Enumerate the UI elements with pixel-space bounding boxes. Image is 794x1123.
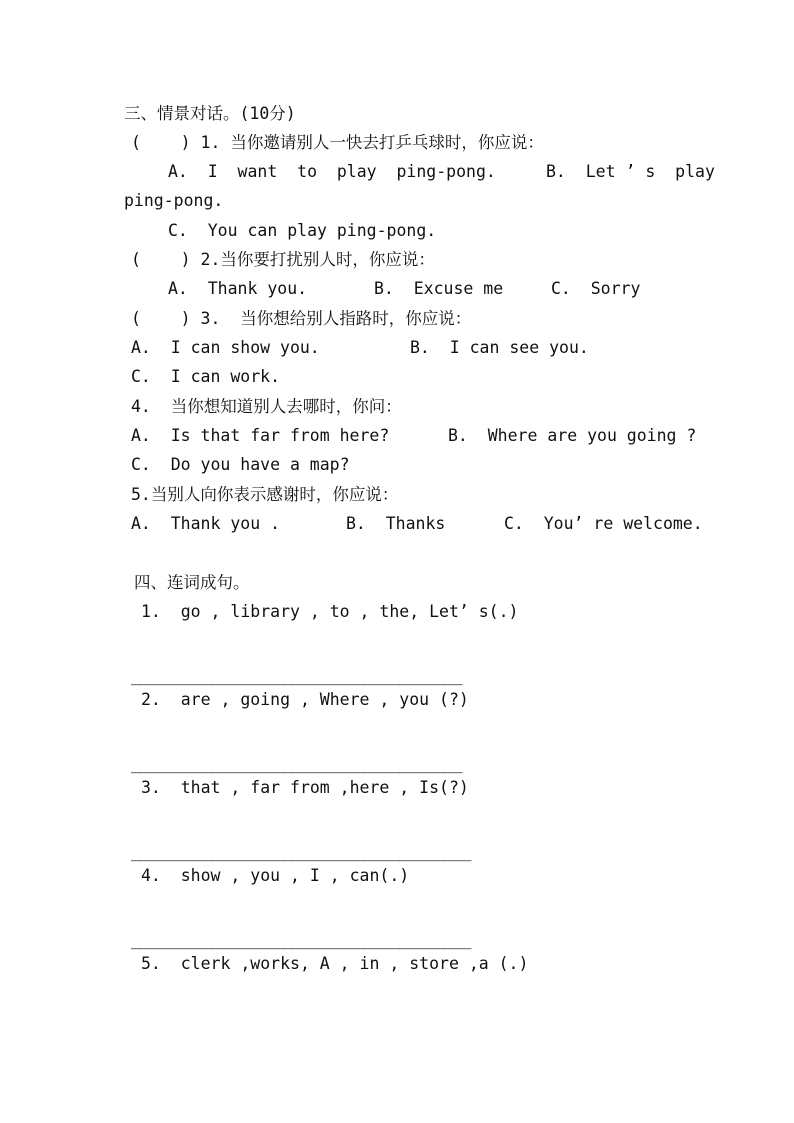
- question-4-stem: 4. 当你想知道别人去哪时，你问：: [131, 397, 402, 416]
- section-4-title: 四、连词成句。: [134, 573, 250, 592]
- sentence-item-2: 2. are , going , Where , you (?): [141, 690, 469, 709]
- question-4-option-a: A. Is that far from here?: [131, 426, 390, 445]
- question-5-stem: 5.当别人向你表示感谢时，你应说：: [131, 485, 399, 504]
- question-1-stem: ( ) 1. 当你邀请别人一快去打乒乓球时，你应说：: [131, 133, 544, 152]
- question-1-option-b: B. Let ’ s play: [546, 162, 715, 181]
- question-2-option-a: A. Thank you.: [168, 279, 308, 298]
- question-3-option-c: C. I can work.: [131, 367, 281, 386]
- question-4-option-c: C. Do you have a map?: [131, 455, 350, 474]
- sentence-item-1: 1. go , library , to , the, Let’ s(.): [141, 602, 519, 621]
- answer-line-2: _____________________________________: [131, 754, 462, 773]
- section-3-title: 三、情景对话。(10分): [124, 104, 296, 123]
- question-1-option-a: A. I want to play ping-pong.: [168, 162, 496, 181]
- question-5-option-a: A. Thank you .: [131, 514, 281, 533]
- sentence-item-5: 5. clerk ,works, A , in , store ,a (.): [141, 954, 529, 973]
- question-2-option-c: C. Sorry: [551, 279, 641, 298]
- sentence-item-4: 4. show , you , I , can(.): [141, 866, 410, 885]
- answer-line-1: _____________________________________: [131, 666, 462, 685]
- answer-line-3: ______________________________________: [131, 842, 471, 861]
- question-2-option-b: B. Excuse me: [374, 279, 504, 298]
- answer-line-4: ______________________________________: [131, 930, 471, 949]
- question-3-option-b: B. I can see you.: [410, 338, 589, 357]
- question-3-option-a: A. I can show you.: [131, 338, 320, 357]
- question-4-option-b: B. Where are you going ?: [448, 426, 697, 445]
- question-1-option-b-continued: ping-pong.: [124, 191, 224, 210]
- question-1-option-c: C. You can play ping-pong.: [168, 221, 437, 240]
- question-3-stem: ( ) 3. 当你想给别人指路时，你应说：: [131, 309, 472, 328]
- question-5-option-c: C. You’ re welcome.: [504, 514, 703, 533]
- question-2-stem: ( ) 2.当你要打扰别人时，你应说：: [131, 250, 435, 269]
- question-5-option-b: B. Thanks: [346, 514, 446, 533]
- sentence-item-3: 3. that , far from ,here , Is(?): [141, 778, 469, 797]
